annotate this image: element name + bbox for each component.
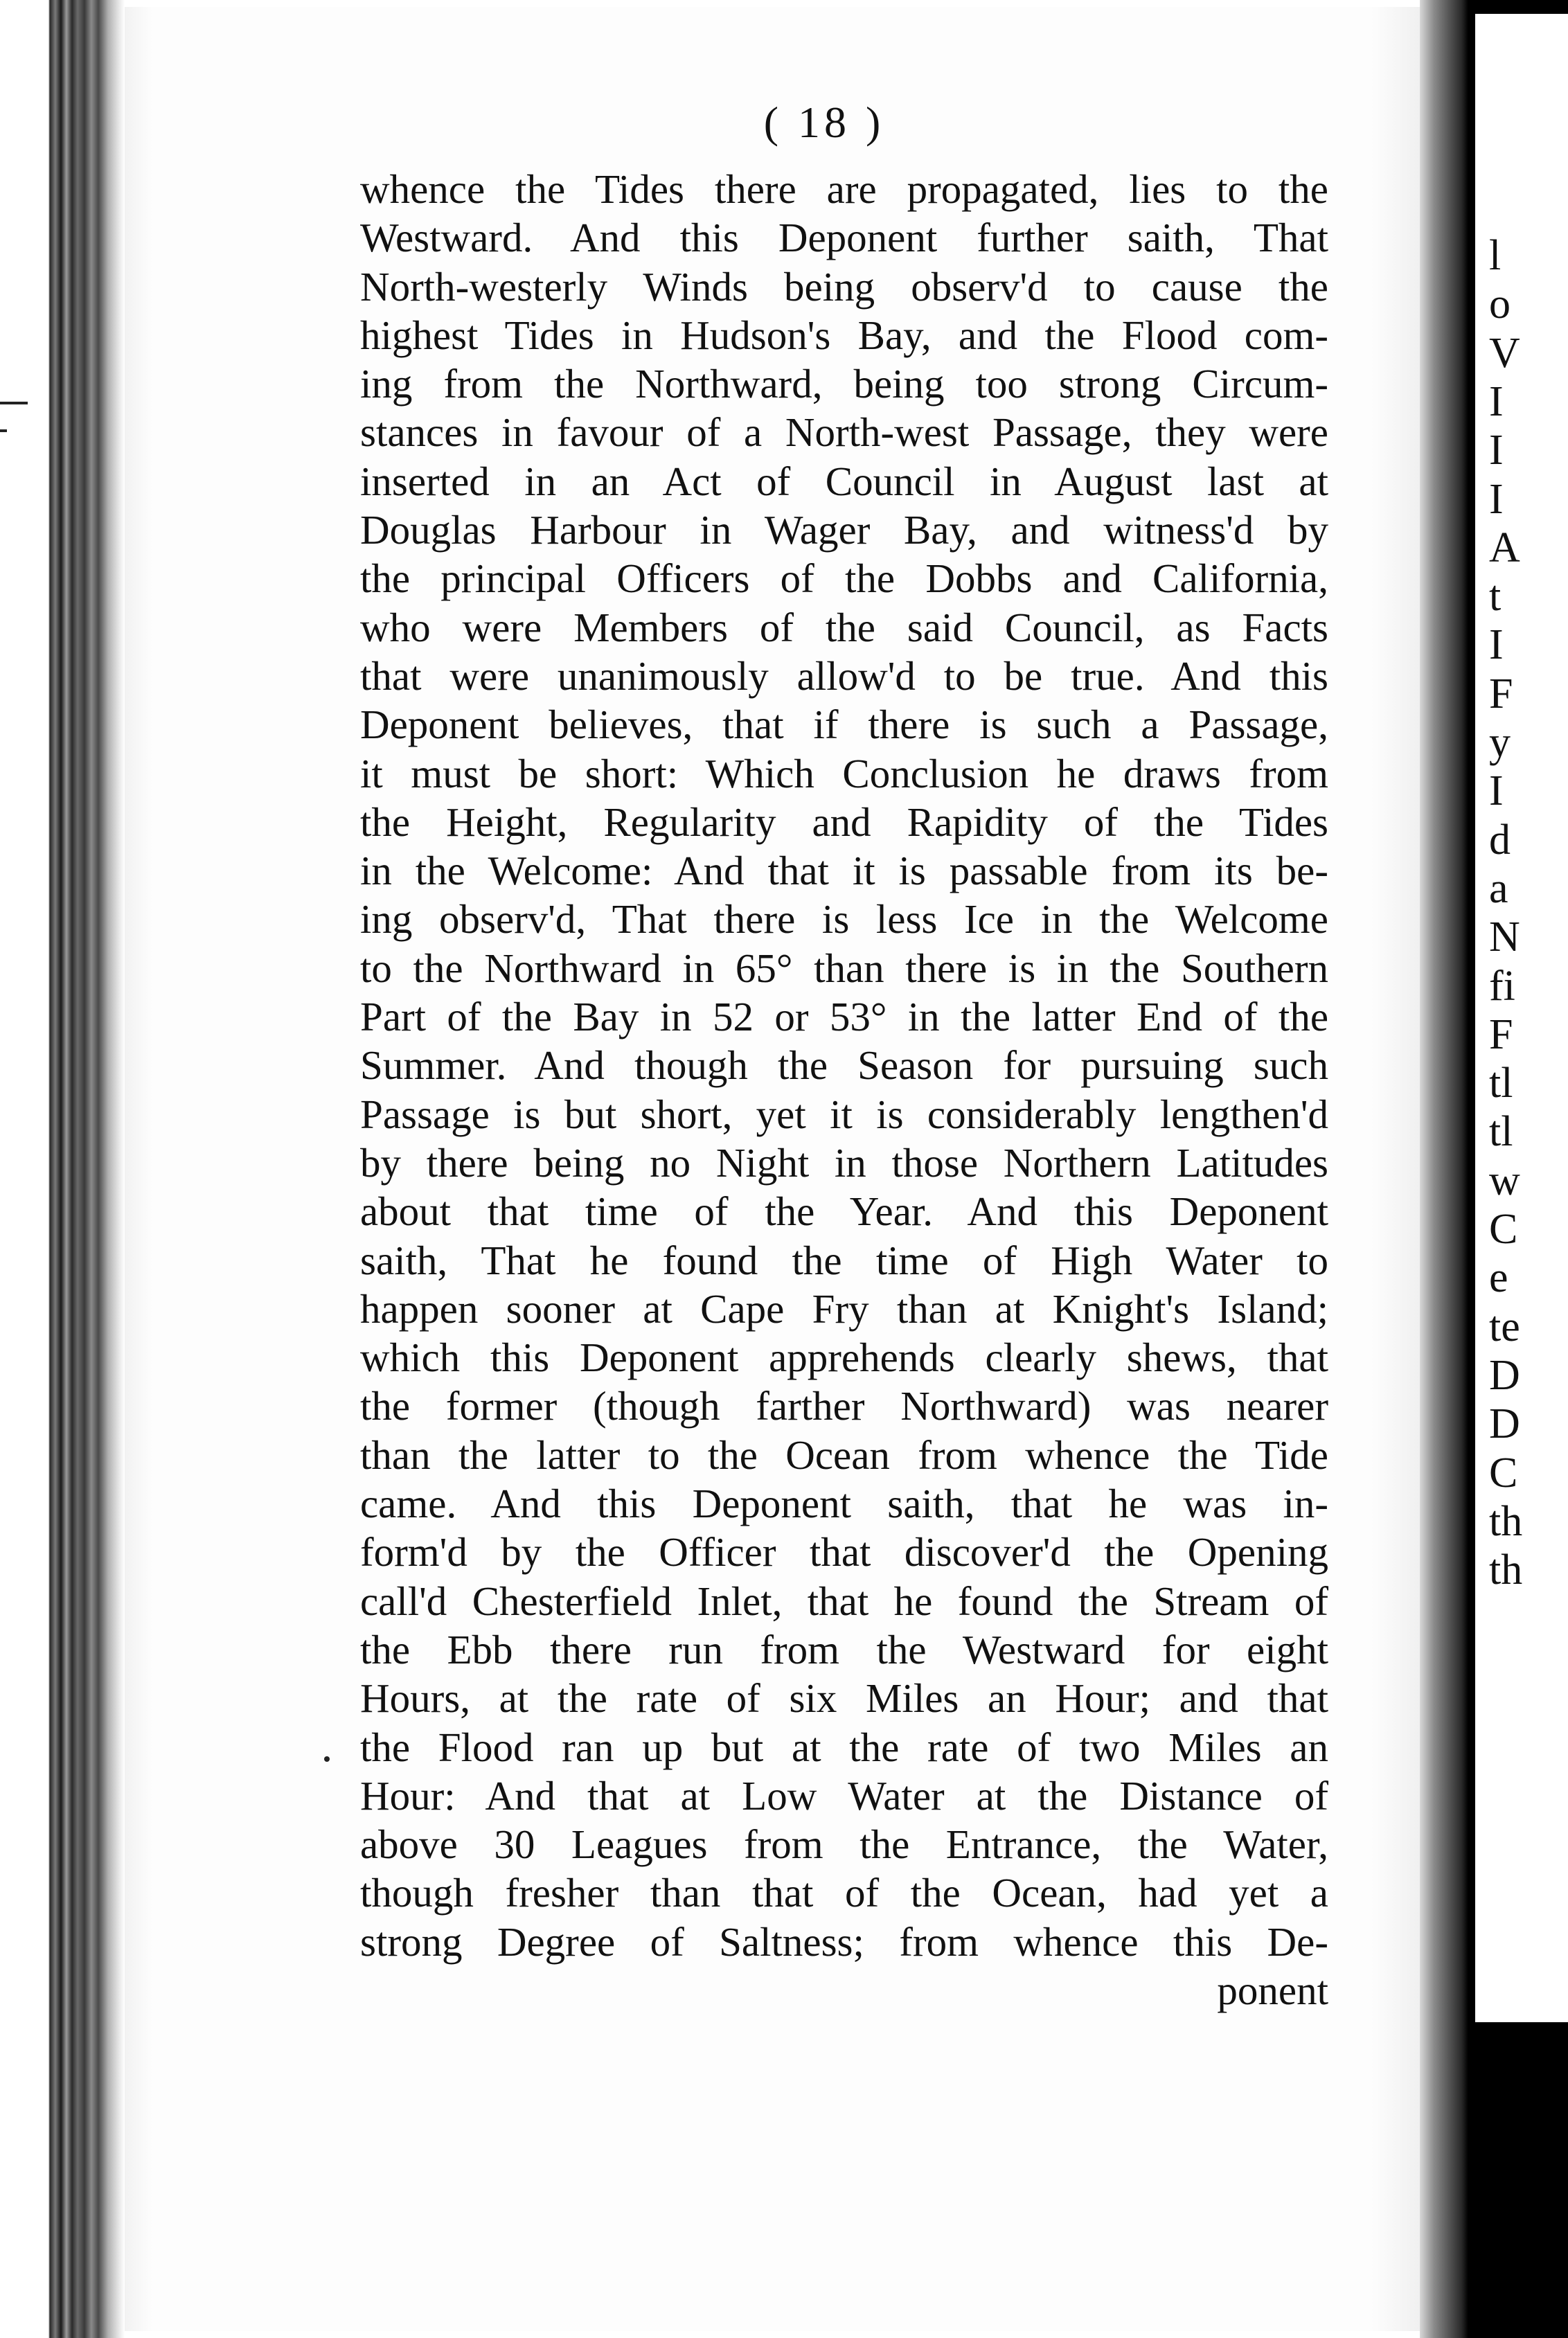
body-text	[360, 165, 1328, 2015]
facing-page-fragment: D	[1489, 1351, 1520, 1399]
facing-page-fragment: tl	[1489, 1060, 1513, 1107]
text-line: who were Members of the said Council, as Facts	[360, 604, 1328, 650]
facing-page-fragment: t	[1489, 573, 1502, 621]
page-number: ( 18 )	[763, 98, 885, 147]
binding-mark	[0, 402, 28, 404]
facing-page-fragment: e	[1489, 1254, 1508, 1302]
page-stack-edge	[0, 0, 125, 2338]
text-line: ing from the Northward, being too strong Circum-	[360, 361, 1328, 407]
text-line: Westward. And this Deponent further saith, That	[360, 215, 1328, 261]
facing-page-fragment: y	[1489, 719, 1511, 766]
text-line: the Height, Regularity and Rapidity of the Tides	[360, 798, 1328, 845]
facing-page-fragment: I	[1489, 377, 1504, 425]
text-line: the Ebb there run from the Westward for eight	[360, 1626, 1328, 1672]
text-line: strong Degree of Saltness; from whence this De-	[360, 1918, 1328, 1965]
text-line: the former (though farther Northward) was nearer	[360, 1383, 1328, 1429]
facing-page-fragment: o	[1489, 280, 1511, 328]
text-line: stances in favour of a North-west Passage, they were	[360, 409, 1328, 456]
text-line: call'd Chesterfield Inlet, that he found the Stream of	[360, 1578, 1328, 1624]
facing-page-fragment: F	[1489, 670, 1513, 717]
text-line: about that time of the Year. And this Deponent	[360, 1188, 1328, 1235]
text-line: that were unanimously allow'd to be true. And this	[360, 652, 1328, 699]
text-line: to the Northward in 65° than there is in the Southern	[360, 945, 1328, 991]
text-line: which this Deponent apprehends clearly shews, that	[360, 1335, 1328, 1381]
facing-page	[1468, 0, 1568, 2338]
text-line: above 30 Leagues from the Entrance, the Water,	[360, 1821, 1328, 1868]
text-line: the Flood ran up but at the rate of two Miles an	[360, 1724, 1328, 1770]
facing-page-fragment: th	[1489, 1546, 1523, 1594]
book-gutter	[1420, 0, 1468, 2338]
text-line: Hours, at the rate of six Miles an Hour; and that	[360, 1675, 1328, 1722]
text-line: highest Tides in Hudson's Bay, and the Flood com-	[360, 312, 1328, 358]
facing-page-fragment: C	[1489, 1206, 1518, 1253]
facing-page-fragment: A	[1489, 524, 1520, 571]
facing-page-fragment: I	[1489, 475, 1504, 523]
facing-page-surface	[1475, 14, 1568, 2022]
text-line: the principal Officers of the Dobbs and California,	[360, 555, 1328, 602]
text-line: form'd by the Officer that discover'd the Opening	[360, 1529, 1328, 1576]
facing-page-fragment: N	[1489, 913, 1520, 961]
facing-page-fragment: tl	[1489, 1108, 1513, 1156]
facing-page-fragment: D	[1489, 1400, 1520, 1448]
text-line: happen sooner at Cape Fry than at Knight's Island;	[360, 1285, 1328, 1332]
text-line: North-westerly Winds being observ'd to cause the	[360, 263, 1328, 310]
facing-page-fragment: I	[1489, 427, 1504, 474]
text-line: inserted in an Act of Council in August last at	[360, 458, 1328, 504]
text-line: Douglas Harbour in Wager Bay, and witness'd by	[360, 507, 1328, 553]
facing-page-fragment: I	[1489, 767, 1504, 815]
facing-page-fragment: te	[1489, 1303, 1520, 1350]
binding-mark	[0, 429, 7, 432]
facing-page-fragment: F	[1489, 1010, 1513, 1058]
facing-page-fragment: a	[1489, 864, 1508, 912]
facing-page-fragment: th	[1489, 1497, 1523, 1545]
text-line: in the Welcome: And that it is passable from its be-	[360, 848, 1328, 894]
text-line: Passage is but short, yet it is considerably lengthen'd	[360, 1091, 1328, 1137]
text-line: Hour: And that at Low Water at the Distance of	[360, 1772, 1328, 1819]
facing-page-fragment: l	[1489, 232, 1502, 279]
facing-page-fragment: w	[1489, 1157, 1520, 1204]
text-line: Deponent believes, that if there is such a Passage,	[360, 702, 1328, 748]
text-line: saith, That he found the time of High Water to	[360, 1237, 1328, 1283]
text-line: ing observ'd, That there is less Ice in the Welcome	[360, 896, 1328, 943]
facing-page-fragment: V	[1489, 329, 1520, 377]
text-line: though fresher than that of the Ocean, had yet a	[360, 1870, 1328, 1916]
text-line: it must be short: Which Conclusion he draws from	[360, 750, 1328, 796]
catchword: ponent	[1217, 1967, 1328, 2013]
facing-page-fragment: d	[1489, 816, 1511, 864]
facing-page-fragment: C	[1489, 1449, 1518, 1497]
text-line: Summer. And though the Season for pursuing such	[360, 1042, 1328, 1089]
text-line: came. And this Deponent saith, that he was in-	[360, 1481, 1328, 1527]
facing-page-fragment: I	[1489, 621, 1504, 669]
text-line: than the latter to the Ocean from whence the Tide	[360, 1431, 1328, 1478]
facing-page-fragment: fi	[1489, 962, 1515, 1010]
text-line: whence the Tides there are propagated, lies to the	[360, 166, 1328, 212]
text-line: Part of the Bay in 52 or 53° in the latter End of the	[360, 994, 1328, 1040]
ink-speck	[324, 1756, 330, 1762]
text-line: by there being no Night in those Northern Latitudes	[360, 1139, 1328, 1186]
